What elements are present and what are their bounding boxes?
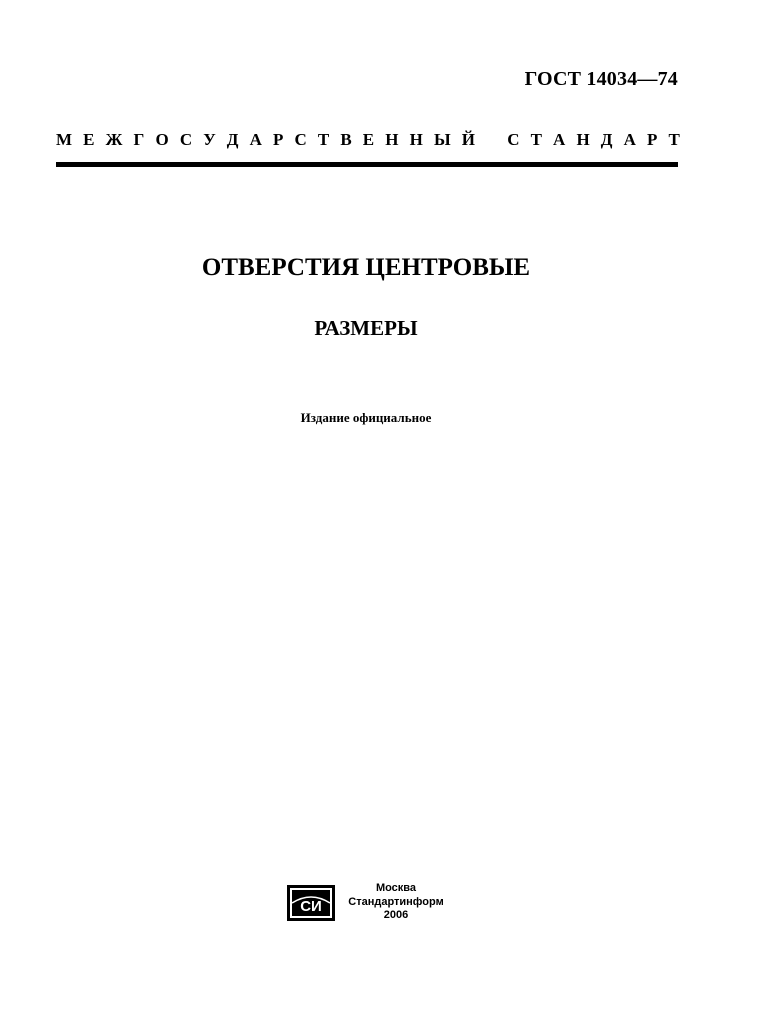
heading-letter: Ж bbox=[105, 130, 123, 149]
heading-space bbox=[486, 130, 496, 150]
standard-number: ГОСТ 14034—74 bbox=[524, 68, 678, 90]
header-rule bbox=[56, 162, 678, 167]
heading-letter: Е bbox=[362, 130, 375, 149]
heading-letter: Т bbox=[317, 130, 330, 149]
heading-letter: Н bbox=[409, 130, 423, 149]
logo-text: СИ bbox=[300, 898, 322, 915]
imprint bbox=[340, 882, 452, 923]
heading-letter: С bbox=[179, 130, 193, 149]
heading-letter: А bbox=[249, 130, 262, 149]
heading-letter: М bbox=[56, 130, 73, 149]
heading-letter: Н bbox=[385, 130, 399, 149]
heading-letter: Д bbox=[600, 130, 613, 149]
heading-letter: Т bbox=[530, 130, 542, 149]
heading-letter: С bbox=[294, 130, 307, 149]
heading-letter: Т bbox=[668, 130, 680, 149]
heading-letter: А bbox=[623, 130, 636, 149]
heading-letter: Р bbox=[646, 130, 658, 149]
heading-letter: Д bbox=[226, 130, 239, 149]
heading-letter: О bbox=[155, 130, 169, 149]
heading-letter: Н bbox=[576, 130, 590, 149]
heading-letter: У bbox=[203, 130, 216, 149]
publisher-logo-icon bbox=[286, 884, 336, 922]
document-title: ОТВЕРСТИЯ ЦЕНТРОВЫЕ bbox=[201, 254, 531, 281]
imprint-city: Москва bbox=[375, 882, 417, 894]
document-subtitle: РАЗМЕРЫ bbox=[314, 316, 418, 340]
heading-letter: Ы bbox=[433, 130, 451, 149]
imprint-year: 2006 bbox=[383, 909, 409, 921]
heading-letter: Г bbox=[133, 130, 145, 149]
imprint-publisher: Стандартинформ bbox=[348, 895, 444, 908]
heading-letter: А bbox=[553, 130, 566, 149]
edition-note: Издание официальное bbox=[300, 410, 432, 425]
heading-letter: В bbox=[340, 130, 352, 149]
heading-letter: Р bbox=[273, 130, 284, 149]
heading-letter: Е bbox=[83, 130, 95, 149]
heading-letter: Й bbox=[461, 130, 475, 149]
standard-type-heading bbox=[56, 130, 680, 150]
heading-letter: С bbox=[507, 130, 520, 149]
